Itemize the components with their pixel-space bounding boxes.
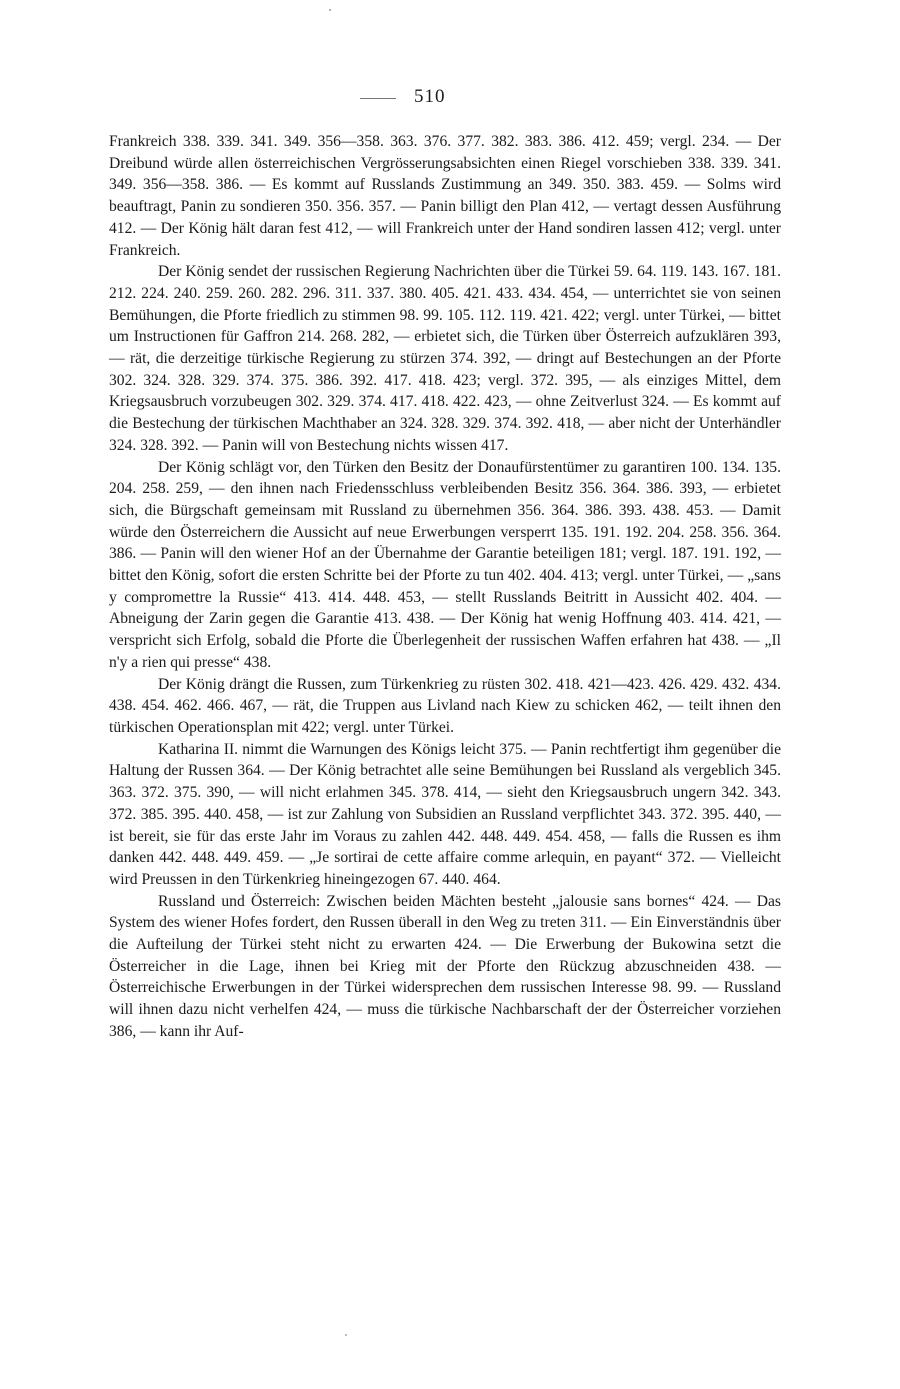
paragraph-katharina: Katharina II. nimmt die Warnungen des Königs leicht 375. — Panin rechtfertigt ihm gegenüber die Haltung der Russen 364. — Der König betrachtet alle seine Bemühungen bei Russland als vergeblich 345. 363. 372. 375. 390, — will nicht erlahmen 345. 378. 414, — sieht den Kriegsausbruch ungern 342. 343. 372. 385. 395. 440. 458, — ist zur Zahlung von Subsidien an Russland verpflichtet 343. 372. 395. 440, — ist bereit, sie für das erste Jahr im Voraus zu zahlen 442. 448. 449. 454. 458, — falls die Russen es ihm danken 442. 448. 449. 459. — „Je sortirai de cette affaire comme arlequin, en payant“ 372. — Vielleicht wird Preussen in den Türkenkrieg hineingezogen 67. 440. 464. (109, 740, 781, 888)
paragraph-frankreich: Frankreich 338. 339. 341. 349. 356—358. 363. 376. 377. 382. 383. 386. 412. 459; vergl. 234. — Der Dreibund würde allen österreichischen Vergrösserungsabsichten einen Riegel vorschieben 338. 339. 341. 349. 356—358. 386. — Es kommt auf Russlands Zustimmung an 349. 350. 383. 459. — Solms wird beauftragt, Panin zu sondieren 350. 356. 357. — Panin billigt den Plan 412, — vertagt dessen Ausführung 412. — Der König hält daran fest 412, — will Frankreich unter der Hand sondiren lassen 412; vergl. unter Frankreich. (109, 133, 781, 259)
page-number: 510 (414, 86, 446, 107)
scan-speck (329, 9, 331, 11)
index-text-body (109, 131, 781, 1043)
scan-speck-bottom (345, 1334, 347, 1336)
page-header (0, 86, 900, 110)
header-rule (360, 98, 396, 99)
paragraph-donaufuerstentuemer: Der König schlägt vor, den Türken den Besitz der Donaufürstentümer zu garantiren 100. 134. 135. 204. 258. 259, — den ihnen nach Friedensschluss verbleibenden Besitz 356. 364. 386. 393, — erbietet sich, die Bürgschaft gemeinsam mit Russland zu übernehmen 356. 364. 386. 393. 438. 453. — Damit würde den Österreichern die Aussicht auf neue Erwerbungen versperrt 135. 191. 192. 204. 258. 356. 364. 386. — Panin will den wiener Hof an der Übernahme der Garantie beteiligen 181; vergl. 187. 191. 192, — bittet den König, sofort die ersten Schritte bei der Pforte zu tun 402. 404. 413; vergl. unter Türkei, — „sans y compromettre la Russie“ 413. 414. 448. 453, — stellt Russlands Beitritt in Aussicht 402. 404. — Abneigung der Zarin gegen die Garantie 413. 438. — Der König hat wenig Hoffnung 403. 414. 421, — verspricht sich Erfolg, sobald die Pforte die Überlegenheit der russischen Waffen erfahren hat 438. — „Il n'y a rien qui presse“ 438. (109, 458, 781, 671)
paragraph-nachrichten-tuerkei: Der König sendet der russischen Regierung Nachrichten über die Türkei 59. 64. 119. 143. 167. 181. 212. 224. 240. 259. 260. 282. 296. 311. 337. 380. 405. 421. 433. 434. 454, — unterrichtet sie von seinen Bemühungen, die Pforte friedlich zu stimmen 98. 99. 105. 112. 119. 421. 422; vergl. unter Türkei, — bittet um Instructionen für Gaffron 214. 268. 282, — erbietet sich, die Türken über Österreich aufzuklären 393, — rät, die derzeitige türkische Regierung zu stürzen 374. 392, — dringt auf Bestechungen an der Pforte 302. 324. 328. 329. 374. 375. 386. 392. 417. 418. 423; vergl. 372. 395, — als einziges Mittel, dem Kriegsausbruch vorzubeugen 302. 329. 374. 417. 418. 422. 423, — ohne Zeitverlust 324. — Es kommt auf die Bestechung der türkischen Machthaber an 324. 328. 329. 374. 392. 418, — aber nicht der Unterhändler 324. 328. 392. — Panin will von Bestechung nichts wissen 417. (109, 263, 781, 454)
paragraph-tuerkenkrieg-ruesten: Der König drängt die Russen, zum Türkenkrieg zu rüsten 302. 418. 421—423. 426. 429. 432. 434. 438. 454. 462. 466. 467, — rät, die Truppen aus Livland nach Kiew zu schicken 462, — teilt ihnen den türkischen Operationsplan mit 422; vergl. unter Türkei. (109, 675, 781, 736)
paragraph-russland-oesterreich: Russland und Österreich: Zwischen beiden Mächten besteht „jalousie sans bornes“ 424. — Das System des wiener Hofes fordert, den Russen überall in den Weg zu treten 311. — Ein Einverständnis über die Aufteilung der Türkei steht nicht zu erwarten 424. — Die Erwerbung der Bukowina setzt die Österreicher in die Lage, ihnen bei Krieg mit der Pforte den Rückzug abzuschneiden 438. — Österreichische Erwerbungen in der Türkei widersprechen dem russischen Interesse 98. 99. — Russland will ihnen dazu nicht verhelfen 424, — muss die türkische Nachbarschaft der der Österreicher vorziehen 386, — kann ihr Auf- (109, 892, 781, 1040)
